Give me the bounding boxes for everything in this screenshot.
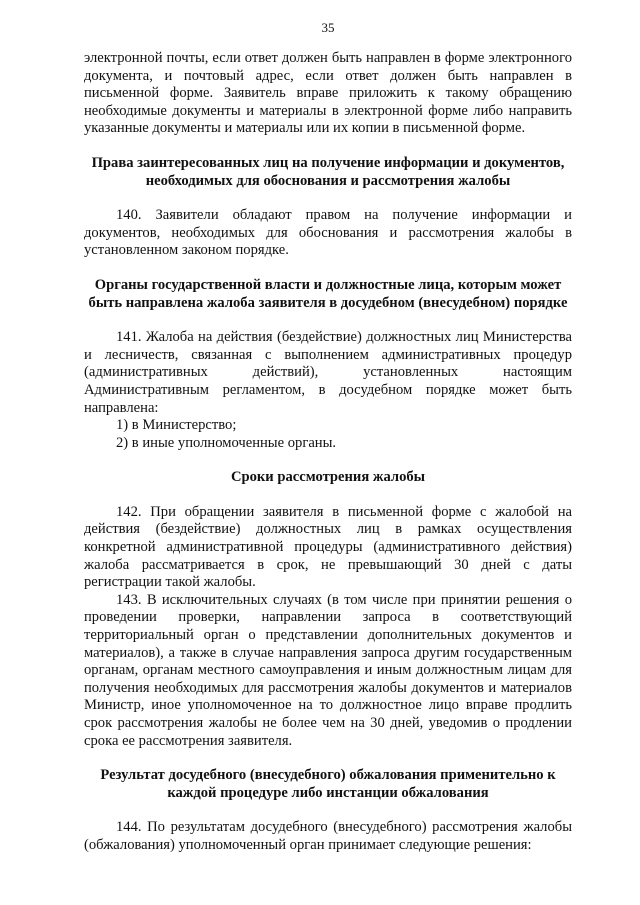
intro-paragraph: электронной почты, если ответ должен быть направлен в форме электронного документа, и почтовый адрес, если ответ должен быть направлен в письменной форме. Заявитель вправе приложить к такому обращению необходимые документы и материалы в электронной форме либо направить указанные документы и материалы или их копии в письменной форме. [84,50,572,137]
list-item-1: 1) в Министерство; [116,417,237,434]
heading-terms: Сроки рассмотрения жалобы [230,469,426,486]
paragraph-142: 142. При обращении заявителя в письменной форме с жалобой на действия (бездействие) должностных лиц в рамках осуществления конкретной административной процедуры (административного действия) жалоба рассматривается в срок, не превышающий 30 дней с даты регистрации такой жалобы. [84,503,572,591]
heading-result: Результат досудебного (внесудебного) обжалования применительно к каждой процедуре либо инстанции обжалования [100,767,556,801]
heading-bodies: Органы государственной власти и должностные лица, которым может быть направлена жалоба заявителя в досудебном (внесудебном) порядке [88,276,568,311]
page-content [84,20,572,855]
paragraph-141: 141. Жалоба на действия (бездействие) должностных лиц Министерства и лесничеств, связанная с выполнением административных процедур (административных действий), установленных настоящим Административным регламентом, в досудебном порядке может быть направлена: [84,329,572,416]
list-item-2: 2) в иные уполномоченные органы. [116,434,337,451]
page-number: 35 [321,20,335,35]
paragraph-140: 140. Заявители обладают правом на получение информации и документов, необходимых для обоснования и рассмотрения жалобы в установленном законом порядке. [84,207,572,259]
paragraph-143: 143. В исключительных случаях (в том числе при принятии решения о проведении проверки, направлении запроса в соответствующий территориальный орган о представлении дополнительных документов и материалов), а также в случае направления запроса другим государственным органам, органам местного самоуправления и иным должностным лицам для получения необходимых для рассмотрения жалобы документов и материалов Министр, иное уполномоченное на то должностное лицо вправе продлить срок рассмотрения жалобы не более чем на 30 дней, уведомив о продлении срока ее рассмотрения заявителя. [84,591,572,749]
heading-rights: Права заинтересованных лиц на получение информации и документов, необходимых для обоснования и рассмотрения жалобы [91,154,565,189]
paragraph-144: 144. По результатам досудебного (внесудебного) рассмотрения жалобы (обжалования) уполномоченный орган принимает следующие решения: [84,819,572,853]
